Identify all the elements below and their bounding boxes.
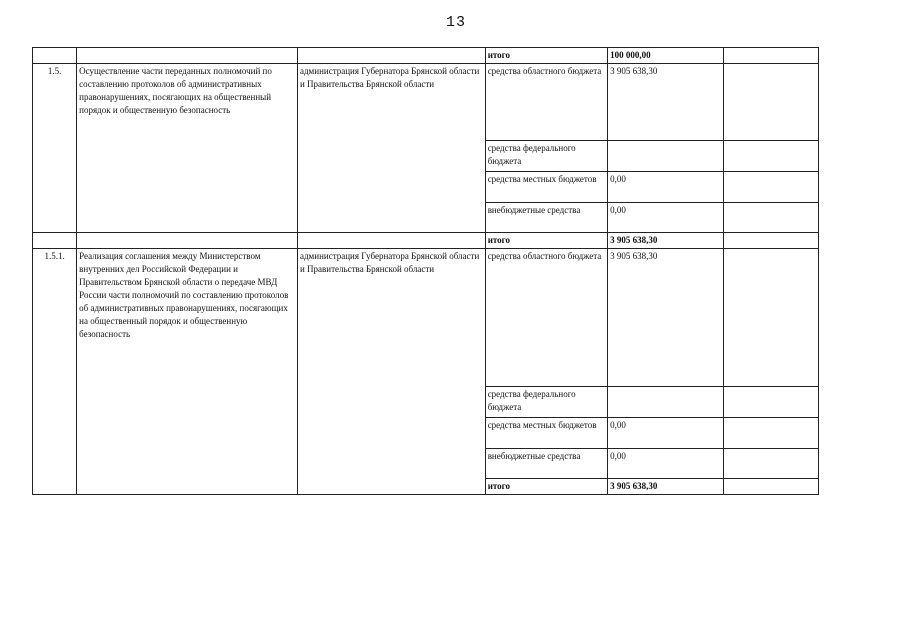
cell-empty [297,48,485,64]
funding-amount: 0,00 [608,449,723,479]
cell-empty [77,48,298,64]
funding-amount: 0,00 [608,172,723,203]
total-label: итого [485,48,607,64]
page-number: 13 [446,14,467,31]
funding-amount: 0,00 [608,418,723,449]
funding-source: средства местных бюджетов [485,172,607,203]
total-label: итого [485,233,607,249]
total-amount: 100 000,00 [608,48,723,64]
funding-source: средства местных бюджетов [485,418,607,449]
cell-empty [77,233,298,249]
cell-empty [723,233,818,249]
funding-source: внебюджетные средства [485,203,607,233]
item-executor: администрация Губернатора Брянской области и Правительства Брянской области [297,249,485,495]
funding-amount: 0,00 [608,203,723,233]
cell-empty [297,233,485,249]
funding-source: средства федерального бюджета [485,141,607,172]
item-description: Осуществление части переданных полномочий по составлению протоколов об административных правонарушениях, посягающих на общественный порядок и общественную безопасность [77,64,298,233]
funding-source: внебюджетные средства [485,449,607,479]
cell-empty [723,172,818,203]
table-row [33,64,819,141]
cell-empty [723,203,818,233]
cell-empty [723,449,818,479]
budget-table [32,47,819,495]
funding-amount: 3 905 638,30 [608,64,723,141]
cell-empty [33,48,77,64]
total-amount: 3 905 638,30 [608,233,723,249]
item-description: Реализация соглашения между Министерством внутренних дел Российской Федерации и Правительством Брянской области о передаче МВД России части полномочий по составлению протоколов об административных правонарушениях, посягающих на общественный порядок и общественную безопасность [77,249,298,495]
cell-empty [33,233,77,249]
table-row [33,249,819,387]
item-number: 1.5.1. [33,249,77,495]
cell-empty [723,479,818,495]
funding-source: средства областного бюджета [485,64,607,141]
funding-source: средства областного бюджета [485,249,607,387]
cell-empty [723,48,818,64]
funding-source: средства федерального бюджета [485,387,607,418]
total-label: итого [485,479,607,495]
cell-empty [723,141,818,172]
total-amount: 3 905 638,30 [608,479,723,495]
cell-empty [723,249,818,387]
funding-amount [608,141,723,172]
funding-amount [608,387,723,418]
cell-empty [723,64,818,141]
cell-empty [723,418,818,449]
item-number: 1.5. [33,64,77,233]
item-executor: администрация Губернатора Брянской области и Правительства Брянской области [297,64,485,233]
table-row [33,48,819,64]
cell-empty [723,387,818,418]
funding-amount: 3 905 638,30 [608,249,723,387]
table-row [33,233,819,249]
